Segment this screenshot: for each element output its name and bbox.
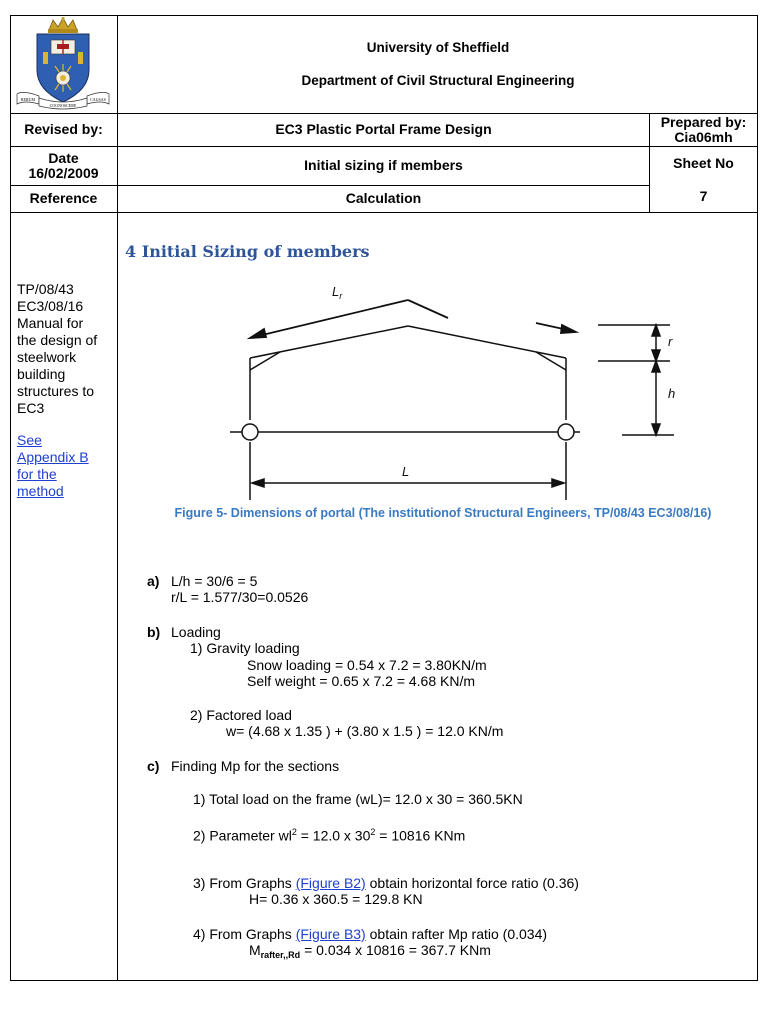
department-name: Department of Civil Structural Engineering [301, 73, 575, 88]
revised-by-label: Revised by: [24, 121, 103, 137]
section-heading: 4 Initial Sizing of members [125, 242, 370, 261]
ref-line: TP/08/43 [17, 281, 74, 297]
item-b2-eq: w= (4.68 x 1.35 ) + (3.80 x 1.5 ) = 12.0 KN/m [226, 723, 504, 739]
c4-post: obtain rafter Mp ratio (0.034) [365, 926, 548, 942]
motto-mid: COGNOSCERE [49, 103, 77, 108]
c2-post: = 10816 KNm [375, 827, 466, 844]
university-logo [13, 16, 113, 111]
item-b2-title: 2) Factored load [190, 707, 292, 723]
item-c4 [193, 926, 547, 942]
figure-b2-link[interactable]: (Figure B2) [295, 875, 366, 891]
item-c3-eq: H= 0.36 x 360.5 = 129.8 KN [249, 891, 423, 907]
c2-mid: = 12.0 x 30 [296, 827, 371, 844]
reference-label: Reference [29, 190, 98, 206]
c3-post: obtain horizontal force ratio (0.36) [365, 875, 579, 891]
label-h: h [668, 386, 676, 401]
c3-pre: 3) From Graphs [193, 875, 296, 891]
figure-caption: Figure 5- Dimensions of portal (The institutionof Structural Engineers, TP/08/43 EC3/08/16) [174, 506, 712, 520]
portal-frame-figure [118, 270, 757, 505]
ref-line: building [17, 366, 66, 382]
item-b1-self: Self weight = 0.65 x 7.2 = 4.68 KN/m [247, 673, 476, 689]
c4-sub: rafter,,Rd [260, 950, 301, 960]
date-value: 16/02/2009 [28, 164, 99, 181]
row-divider-4 [10, 212, 758, 213]
c4-pre: 4) From Graphs [193, 926, 296, 942]
link-line: for the [17, 466, 57, 482]
c2-sup1: 2 [291, 827, 297, 837]
date-cell [10, 146, 117, 185]
label-r: r [668, 334, 673, 349]
ref-line: EC3/08/16 [17, 298, 84, 314]
item-b1-title: 1) Gravity loading [190, 640, 300, 656]
see-appendix-b-link[interactable] [17, 432, 115, 500]
sheet-no-label: Sheet No [673, 154, 734, 171]
c4-eq: = 0.034 x 10816 = 367.7 KNm [300, 942, 491, 958]
ref-line: steelwork [17, 349, 77, 365]
prepared-by-value: Cia06mh [674, 128, 733, 145]
calculation-label: Calculation [345, 190, 422, 206]
ref-line: EC3 [17, 400, 45, 416]
date-label: Date [48, 149, 79, 166]
motto-left: RERUM [20, 97, 36, 102]
ref-line: Manual for [17, 315, 84, 331]
item-a-marker: a) [147, 573, 160, 589]
item-a-line2: r/L = 1.577/30=0.0526 [171, 589, 309, 605]
crown-icon [48, 17, 78, 33]
link-line: Appendix B [17, 449, 89, 465]
item-c-title: Finding Mp for the sections [171, 758, 340, 774]
sheet-no-value: 7 [699, 187, 708, 204]
item-a-line1: L/h = 30/6 = 5 [171, 573, 258, 589]
label-lr: $L_r$ [332, 284, 343, 301]
ref-line: the design of [17, 332, 98, 348]
item-c-marker: c) [147, 758, 160, 774]
item-b-marker: b) [147, 624, 161, 640]
border-right [757, 15, 758, 981]
prepared-by-label: Prepared by: [660, 113, 747, 130]
c2-sup2: 2 [370, 827, 376, 837]
reference-column [17, 281, 115, 500]
item-b1-snow: Snow loading = 0.54 x 7.2 = 3.80KN/m [247, 657, 487, 673]
item-b-title: Loading [171, 624, 221, 640]
link-line: method [17, 483, 64, 499]
figure-b3-link[interactable]: (Figure B3) [295, 926, 366, 942]
university-name: University of Sheffield [366, 40, 510, 55]
document-subtitle: Initial sizing if members [304, 157, 463, 173]
link-line: See [17, 432, 42, 448]
prepared-by [650, 113, 757, 146]
motto-right: CAUSAS [90, 97, 106, 102]
border-bottom [10, 980, 758, 981]
document-title: EC3 Plastic Portal Frame Design [275, 121, 492, 137]
ref-line: structures to [17, 383, 95, 399]
shield-icon [37, 34, 89, 102]
border-top [10, 15, 758, 16]
item-c2 [193, 824, 465, 844]
item-c1: 1) Total load on the frame (wL)= 12.0 x 30 = 360.5KN [193, 791, 523, 807]
c2-pre: 2) Parameter wl [193, 827, 292, 844]
c4-m: M [249, 942, 261, 958]
item-c3 [193, 875, 579, 891]
item-c4-eq [249, 942, 491, 963]
label-l: L [402, 464, 410, 479]
